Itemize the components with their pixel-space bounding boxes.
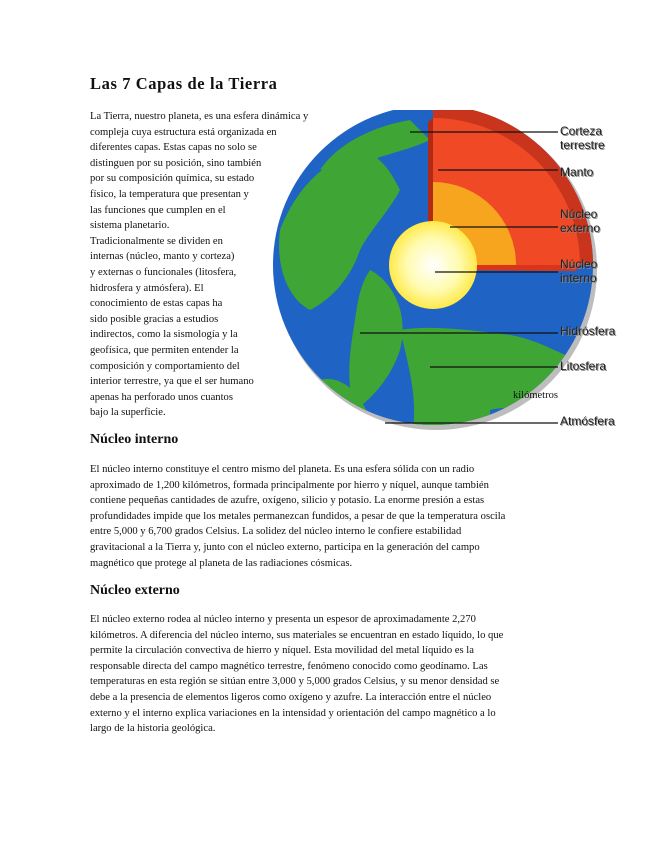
label-nucleo-interno-line2: interno	[560, 271, 597, 285]
paragraph-line: aproximado de 1,200 kilómetros, formada principalmente por hierro y níquel, aunque también	[90, 479, 489, 491]
intro-line: interior terrestre, ya que el ser humano	[90, 376, 254, 388]
paragraph-line: responsable directa del campo magnético terrestre, fenómeno conocido como geodínamo. Las	[90, 660, 488, 672]
label-corteza-line1: Corteza	[560, 124, 603, 138]
paragraph-line: gravitacional a la Tierra y, junto con el núcleo externo, participa en la generación del campo	[90, 541, 480, 553]
label-hidrosfera	[560, 324, 615, 338]
label-manto-line1: Manto	[560, 165, 594, 179]
paragraph-line: kilómetros. A diferencia del núcleo interno, sus materiales se encuentran en estado líquido, lo que	[90, 629, 504, 641]
label-nucleo-interno-line1: Núcleo	[560, 257, 598, 271]
paragraph-line: profundidades impide que los metales permanezcan fundidos, a pesar de que la temperatura oscila	[90, 510, 506, 522]
paragraph-line: El núcleo externo rodea al núcleo interno y presenta un espesor de aproximadamente 2,270	[90, 614, 476, 625]
section-paragraph-nucleo-interno	[90, 462, 570, 571]
paragraph-line: externo y el interno explica variaciones en la intensidad y orientación del campo magnético a lo	[90, 707, 496, 719]
intro-line: geofísica, que permiten entender la	[90, 344, 239, 356]
section-paragraph-nucleo-externo	[90, 612, 570, 737]
paragraph-line: temperaturas en esta región se sitúan entre 3,000 y 5,000 grados Celsius, y su menor densidad se	[90, 676, 500, 688]
stray-word: kilómetros	[513, 390, 558, 401]
label-atmosfera	[560, 414, 615, 428]
intro-line: La Tierra, nuestro planeta, es una esfera dinámica y	[90, 111, 309, 122]
paragraph-line: magnético que protege al planeta de las radiaciones cósmicas.	[90, 557, 353, 569]
label-manto	[560, 165, 593, 179]
label-litosfera	[560, 359, 606, 373]
paragraph-line: debe a la presencia de elementos ligeros como oxígeno y azufre. La interacción entre el núcleo	[90, 691, 492, 703]
intro-line: y externas o funcionales (litosfera,	[90, 266, 237, 278]
intro-line: bajo la superficie.	[90, 407, 166, 419]
paragraph-line: entre 5,000 y 6,700 grados Celsius. La solidez del núcleo interno le confiere estabilidad	[90, 526, 462, 538]
label-nucleo-externo-line1: Núcleo	[560, 207, 598, 221]
intro-line: apenas ha perforado unos cuantos	[90, 391, 233, 403]
intro-line: diferentes capas. Estas capas no solo se	[90, 142, 257, 154]
paragraph-line: largo de la historia geológica.	[90, 723, 216, 735]
label-nucleo-externo	[560, 207, 600, 235]
paragraph-line: El núcleo interno constituye el centro mismo del planeta. Es una esfera sólida con un radio	[90, 464, 475, 475]
inner-core-layer	[389, 221, 477, 309]
paragraph-line: permite la circulación convectiva de hierro y níquel. Esta movilidad del metal líquido es la	[90, 645, 474, 657]
label-nucleo-externo-line2: externo	[560, 221, 601, 235]
intro-line: internas (núcleo, manto y corteza)	[90, 251, 235, 263]
intro-line: físico, la temperatura que presentan y	[90, 188, 249, 200]
intro-paragraph	[90, 109, 340, 421]
intro-line: hidrosfera y atmósfera). El	[90, 282, 204, 294]
intro-line: sido posible gracias a estudios	[90, 313, 219, 325]
label-atmosfera-line1: Atmósfera	[560, 414, 615, 428]
section-heading-nucleo-externo: Núcleo externo	[90, 583, 180, 598]
intro-line: por su composición química, su estado	[90, 173, 255, 185]
intro-line: indirectos, como la sismología y la	[90, 329, 238, 341]
intro-line: sistema planetario.	[90, 220, 170, 232]
intro-line: distinguen por su posición, sino también	[90, 157, 262, 169]
intro-line: las funciones que cumplen en el	[90, 204, 226, 216]
intro-line: conocimiento de estas capas ha	[90, 298, 223, 310]
label-hidrosfera-line1: Hidrósfera	[560, 324, 616, 338]
label-corteza	[560, 124, 605, 152]
paragraph-line: contiene pequeñas cantidades de azufre, oxígeno, silicio y potasio. La enorme presión a estas	[90, 495, 485, 507]
label-corteza-line2: terrestre	[560, 138, 605, 152]
intro-line: compleja cuya estructura está organizada en	[90, 126, 277, 138]
section-heading-nucleo-interno: Núcleo interno	[90, 432, 179, 447]
label-litosfera-line1: Litosfera	[560, 359, 607, 373]
label-nucleo-interno	[560, 257, 597, 285]
intro-line: composición y comportamiento del	[90, 360, 240, 372]
intro-line: Tradicionalmente se dividen en	[90, 235, 223, 247]
page-title: Las 7 Capas de la Tierra	[90, 74, 278, 93]
